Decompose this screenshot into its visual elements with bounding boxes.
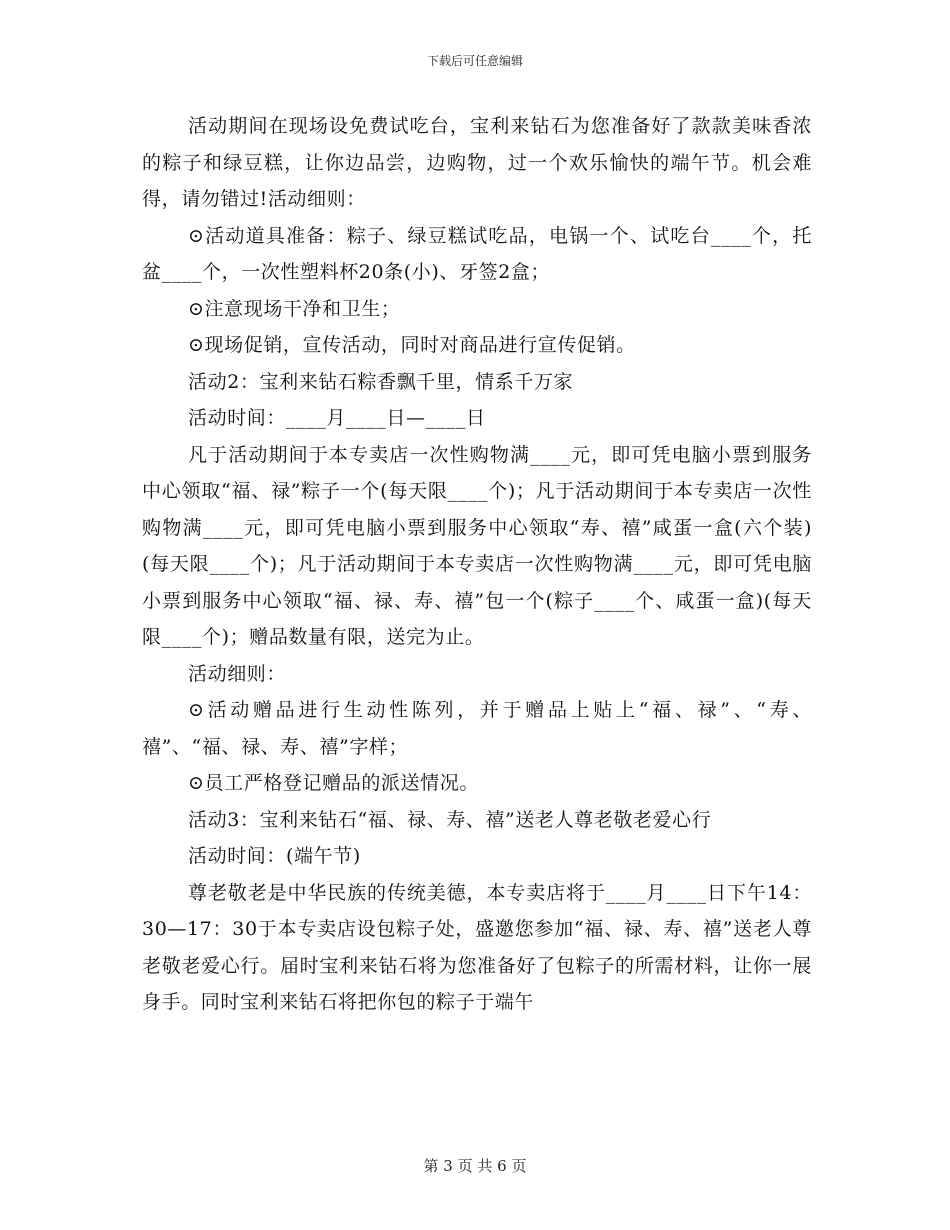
paragraph-9: ⊙活动赠品进行生动性陈列，并于赠品上贴上“福、禄”、“寿、禧”、“福、禄、寿、禧”字样； — [142, 699, 812, 758]
paragraph-12: 活动时间：(端午节) — [188, 845, 361, 867]
paragraph-3: ⊙注意现场干净和卫生； — [188, 297, 401, 320]
paragraph-7: 凡于活动期间于本专卖店一次性购物满____元，即可凭电脑小票到服务中心领取“福、禄”粽子一个(每天限____个)；凡于活动期间于本专卖店一次性购物满____元，即可凭电脑小票到服务中心领取“寿、禧”咸蛋一盒(六个装)(每天限____个)；凡于活动期间于本专卖店一次性购物满____元，即可凭电脑小票到服务中心领取“福、禄、寿、禧”包一个(粽子____个、咸蛋一盒)(每天限____个)；赠品数量有限，送完为止。 — [142, 443, 812, 648]
paragraph-1: 活动期间在现场设免费试吃台，宝利来钻石为您准备好了款款美味香浓的粽子和绿豆糕，让你边品尝，边购物，过一个欢乐愉快的端午节。机会难得，请勿错过!活动细则： — [142, 115, 812, 210]
paragraph-5: 活动2：宝利来钻石粽香飘千里，情系千万家 — [188, 370, 574, 393]
paragraph-2: ⊙活动道具准备：粽子、绿豆糕试吃品，电锅一个、试吃台____个，托盆____个，一次性塑料杯20条(小)、牙签2盒； — [142, 224, 812, 283]
paragraph-11: 活动3：宝利来钻石“福、禄、寿、禧”送老人尊老敬老爱心行 — [188, 808, 712, 831]
paragraph-4: ⊙现场促销，宣传活动，同时对商品进行宣传促销。 — [188, 334, 636, 356]
page-footer: 第 3 页 共 6 页 — [423, 1157, 527, 1175]
document-body — [142, 108, 812, 1021]
paragraph-6: 活动时间：____月____日—____日 — [188, 407, 486, 429]
paragraph-13: 尊老敬老是中华民族的传统美德，本专卖店将于____月____日下午14：30—17：30于本专卖店设包粽子处，盛邀您参加“福、禄、寿、禧”送老人尊老敬老爱心行。届时宝利来钻石将为您准备好了包粽子的所需材料，让你一展身手。同时宝利来钻石将把你包的粽子于端午 — [142, 881, 812, 1013]
paragraph-10: ⊙员工严格登记赠品的派送情况。 — [188, 772, 479, 794]
paragraph-8: 活动细则： — [188, 662, 287, 685]
page-header: 下载后可任意编辑 — [426, 54, 523, 68]
